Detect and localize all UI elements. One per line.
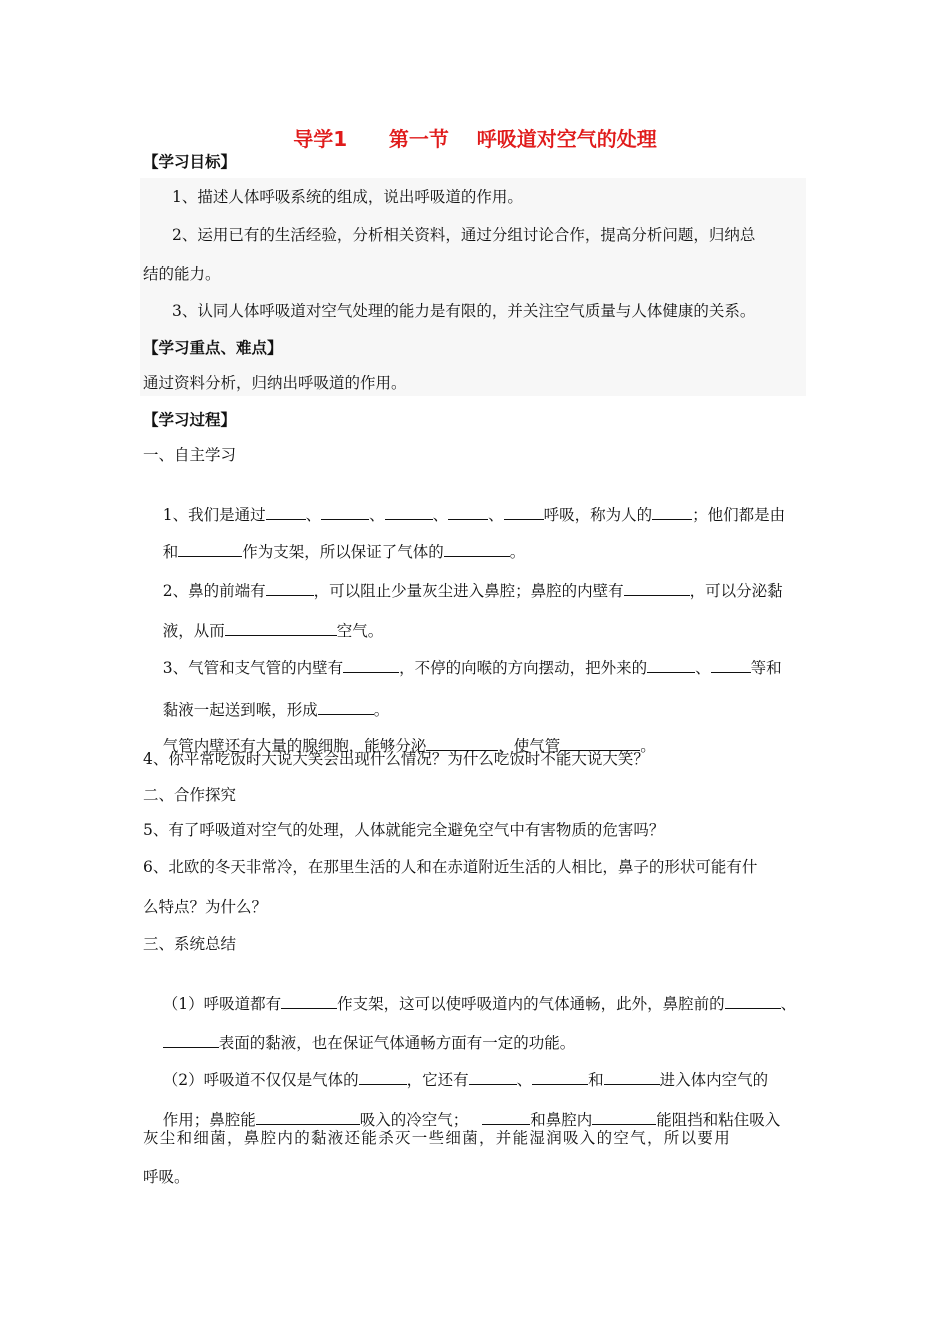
question-3-line-3: 气管内壁还有大量的腺细胞，能够分泌 ，使气管 。 <box>143 712 656 779</box>
page-title: 导学1 第一节 呼吸道对空气的处理 <box>293 127 657 151</box>
summary-1-line-2: 表面的黏液，也在保证气体通畅方面有一定的功能。 <box>143 1009 575 1076</box>
question-3-line-1: 3、气管和支气管的内壁有 ，不停的向喉的方向摆动，把外来的 、 等和 <box>143 634 782 701</box>
fill-blank[interactable] <box>652 503 692 520</box>
summary-2-line-1: （2）呼吸道不仅仅是气体的 ，它还有 、 和 进入体内空气的 <box>143 1046 768 1113</box>
question-1-line-2: 和 作为支架，所以保证了气体的 。 <box>143 518 525 585</box>
summary-2-line-2: 作用；鼻腔能 吸入的冷空气； 和鼻腔内 能阻挡和粘住吸入 <box>143 1086 780 1153</box>
goals-shaded-box <box>140 178 806 396</box>
summary-2-line-4: 呼吸。 <box>143 1168 190 1186</box>
question-2-line-2: 液，从而 空气。 <box>143 597 383 664</box>
heading-learning-goals: 【学习目标】 <box>143 152 237 171</box>
fill-blank[interactable] <box>604 1068 660 1085</box>
fill-blank[interactable] <box>647 656 695 673</box>
fill-blank[interactable] <box>624 579 690 596</box>
question-1-line-1: 1、我们是通过 、 、 、 、 呼吸，称为人的 ；他们都是由 <box>143 481 785 548</box>
fill-blank[interactable] <box>469 1068 517 1085</box>
fill-blank[interactable] <box>266 579 314 596</box>
question-4: 4、你平常吃饭时大说大笑会出现什么情况？为什么吃饭时不能大说大笑？ <box>143 750 649 768</box>
question-3-line-2: 黏液一起送到喉，形成 。 <box>143 676 389 743</box>
fill-blank[interactable] <box>256 1108 360 1125</box>
summary-2-line-3: 灰尘和细菌，鼻腔内的黏液还能杀灭一些细菌，并能湿润吸入的空气，所以要用 <box>143 1129 732 1147</box>
fill-blank[interactable] <box>532 1068 588 1085</box>
fill-blank[interactable] <box>343 656 399 673</box>
fill-blank[interactable] <box>592 1108 656 1125</box>
section-cooperative-inquiry: 二、合作探究 <box>143 786 237 804</box>
fill-blank[interactable] <box>482 1108 530 1125</box>
section-system-summary: 三、系统总结 <box>143 935 237 953</box>
goal-3: 3、认同人体呼吸道对空气处理的能力是有限的，并关注空气质量与人体健康的关系。 <box>172 302 756 320</box>
fill-blank[interactable] <box>725 992 781 1009</box>
goal-2-line-2: 结的能力。 <box>143 265 221 283</box>
heading-learning-process: 【学习过程】 <box>143 410 237 429</box>
goal-2-line-1: 2、运用已有的生活经验，分析相关资料，通过分组讨论合作，提高分析问题，归纳总 <box>172 226 756 244</box>
fill-blank[interactable] <box>178 540 242 557</box>
goal-1: 1、描述人体呼吸系统的组成，说出呼吸道的作用。 <box>172 188 523 206</box>
summary-1-line-1: （1）呼吸道都有 作支架，这可以使呼吸道内的气体通畅，此外，鼻腔前的 、 <box>143 970 796 1037</box>
fill-blank[interactable] <box>711 656 751 673</box>
question-5: 5、有了呼吸道对空气的处理，人体就能完全避免空气中有害物质的危害吗？ <box>143 821 665 839</box>
fill-blank[interactable] <box>359 1068 407 1085</box>
question-6-line-1: 6、北欧的冬天非常冷，在那里生活的人和在赤道附近生活的人相比，鼻子的形状可能有什 <box>143 858 758 876</box>
key-points-text: 通过资料分析，归纳出呼吸道的作用。 <box>143 374 407 392</box>
heading-key-points: 【学习重点、难点】 <box>143 338 283 357</box>
fill-blank[interactable] <box>281 992 337 1009</box>
question-6-line-2: 么特点？为什么？ <box>143 898 268 916</box>
question-2-line-1: 2、鼻的前端有 ，可以阻止少量灰尘进入鼻腔；鼻腔的内壁有 ，可以分泌黏 <box>143 557 783 624</box>
section-self-study: 一、自主学习 <box>143 446 237 464</box>
fill-blank[interactable] <box>444 540 510 557</box>
